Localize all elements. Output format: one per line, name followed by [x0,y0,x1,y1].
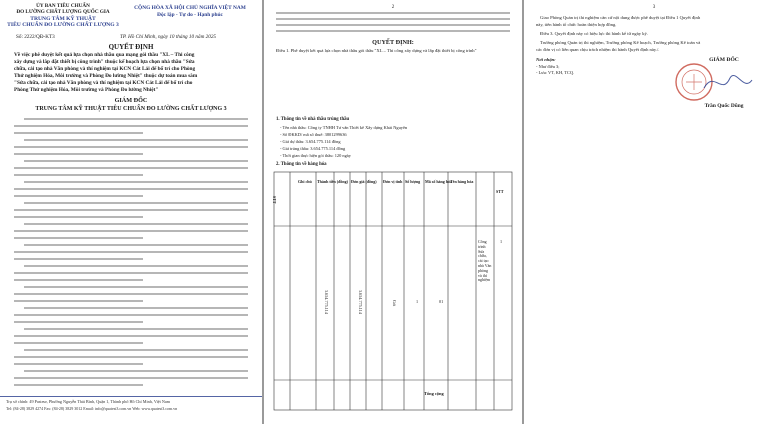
org-name: TRUNG TÂM KỸ THUẬT [30,16,96,22]
body-text-line [24,370,248,372]
footer-contact: Tel: (84-28) 3829 4274 Fax: (84-28) 3829 3012 Email: info@quatest3.com.vn Web: www.quatest3.com.vn [6,406,178,411]
body-text-line [14,216,143,218]
table-header-stt: STT [272,196,277,204]
body-text-line [24,286,248,288]
document-page-3 [524,0,784,424]
body-text-line [24,118,248,120]
body-text-line [24,181,248,183]
body-text-line [14,356,248,358]
paragraph-1-cont: này, tiến hành tổ chức hoàn thiện hợp đồng. [536,22,617,27]
body-text-line [14,342,143,344]
body-text-line [14,146,248,148]
table-cell-unit-price: 3.654.775.114 [358,290,363,314]
body-text-line [14,209,248,211]
subject-line-6: Phòng Thử nghiệm Hóa, Môi trường và Phòng Đo lường Nhiệt" [14,87,159,93]
director-org: TRUNG TÂM KỸ THUẬT TIÊU CHUẨN ĐO LƯỜNG CHẤT LƯỢNG 3 [35,106,227,112]
table-header: STT [496,189,504,194]
table-header: Đơn vị tính [383,179,403,184]
subject-line-5: "Sửa chữa, cải tạo nhà Văn phòng và thí nghiệm tại KCN Cát Lái để bố trí cho [14,80,193,86]
table-header: Tên hàng hóa [450,179,474,184]
document-type: QUYẾT ĐỊNH [108,43,154,51]
recipient-item: - Như điều 3; [536,64,560,69]
table-cell-amount: 3.654.775.114 [324,290,329,314]
duration: - Thời gian thực hiện gói thầu: 120 ngày [280,153,351,158]
page-number: 2 [391,5,395,10]
page-number: 3 [652,5,656,10]
body-text-line [14,363,143,365]
body-text-line [14,321,143,323]
recipients-label: Nơi nhận: [536,57,556,62]
national-motto: Độc lập - Tự do - Hạnh phúc [157,12,223,18]
section-2-heading: 2. Thông tin về hàng hóa [276,162,327,167]
body-text-line [24,160,248,162]
document-page-1 [0,0,262,424]
body-text-line [24,244,248,246]
recipient-item: - Lưu: VT, KH, TCQ. [536,70,575,75]
paragraph-3: Trưởng phòng Quản trị thi nghiệm, Trưởng phòng Kế hoạch, Trưởng phòng Kế toán và [540,40,701,45]
body-text-line [24,328,248,330]
body-text-line [14,279,143,281]
official-stamp-icon [524,0,784,424]
decision-heading: QUYẾT ĐỊNH: [372,39,414,46]
subject-line-4: Thử nghiệm Hóa, Môi trường và Phòng Đo lường Nhiệt" thuộc dự toán mua sắm [14,73,198,79]
table-header: Đơn giá (đồng) [351,179,377,184]
table-header: Ghi chú [298,179,312,184]
body-text-line [14,167,248,169]
republic-name: CỘNG HÒA XÃ HỘI CHỦ NGHĨA VIỆT NAM [134,5,246,11]
body-text-line [14,314,248,316]
table-total-label: Tổng cộng [424,391,444,396]
footer-address: Trụ sở chính: 49 Pasteur, Phường Nguyễn Thái Bình, Quận 1, Thành phố Hồ Chí Minh, Việt Nam [6,399,170,404]
body-text-line [14,251,248,253]
tax-code: - Số ĐKKD/ mã số thuế: 3801299636 [280,132,347,137]
signer-name: Trần Quốc Dũng [704,103,744,109]
article-3: Điều 3. Quyết định này có hiệu lực thi hành kể từ ngày ký. [540,31,648,36]
paragraph-3-cont: các đơn vị có liên quan chịu trách nhiệm thi hành Quyết định này./. [536,47,660,52]
document-number: Số: 2222/QĐ-KT3 [16,34,55,40]
section-1-heading: 1. Thông tin về nhà thầu trúng thầu [276,117,350,122]
subject-line-3: chữa, cải tạo nhà Văn phòng và thí nghiệm tại KCN Cát Lái để bố trí cho Phòng [14,66,196,72]
table-cell-unit: Gói [392,300,397,307]
body-text-line [14,195,143,197]
subject-line-2: xây dựng và lắp đặt thiết bị công trình" thuộc kế hoạch lựa chọn nhà thầu "Sửa [14,59,195,65]
body-text-line [14,335,248,337]
contract-price: - Giá trúng thầu: 3.654.775.114 đồng [280,146,346,151]
table-cell-item: Công trình Sửa chữa, cải tạo nhà Văn phòng và thí nghiệm [478,239,492,283]
table-cell-code: 01 [439,299,444,304]
body-text-line [24,223,248,225]
body-text-line [14,258,143,260]
body-text-line [14,293,248,295]
goods-table [264,0,522,424]
body-text-line [14,300,143,302]
table-header: Thành tiền (đồng) [317,179,348,184]
body-text-line [14,174,143,176]
table-cell-qty: 1 [416,299,419,304]
body-text-line [14,153,143,155]
body-text-line [24,265,248,267]
org-name-2: TIÊU CHUẨN ĐO LƯỜNG CHẤT LƯỢNG 3 [7,22,119,28]
body-text-line [14,132,143,134]
article-1-heading: Điều 1. Phê duyệt kết quả lựa chọn nhà thầu gói thầu "XL – Thi công xây dựng và lắp đặt thiết bị công trình" [276,48,477,53]
body-text-line [14,125,248,127]
body-text-line [24,202,248,204]
body-text-line [14,384,143,386]
signer-title: GIÁM ĐỐC [709,57,739,63]
org-parent: ỦY BAN TIÊU CHUẨN [36,3,90,9]
body-text-line [24,307,248,309]
body-text-line [14,237,143,239]
document-page-2 [264,0,522,424]
table-cell-stt: 1 [500,239,503,244]
body-text-line [14,272,248,274]
body-text-line [14,188,248,190]
body-text-line [14,230,248,232]
body-text-line [24,349,248,351]
table-header: Mã số hàng hóa [425,179,453,184]
bid-price: - Giá dự thầu: 3.654.775.114 đồng [280,139,341,144]
contractor-name: - Tên nhà thầu: Công ty TNHH Tư vấn Thiết kế Xây dựng Khải Nguyên [280,125,408,130]
director-title: GIÁM ĐỐC [114,97,148,104]
footer-divider [0,396,262,397]
subject-line-1: Về việc phê duyệt kết quả lựa chọn nhà thầu qua mạng gói thầu "XL – Thi công [14,52,195,58]
place-and-date: TP. Hồ Chí Minh, ngày 10 tháng 10 năm 2025 [120,34,217,40]
body-text-line [14,377,248,379]
body-text-line [24,139,248,141]
paragraph-1: Giao Phòng Quản trị thi nghiệm căn cứ nội dung được phê duyệt tại Điều 1 Quyết định [540,15,701,20]
org-parent-2: ĐO LƯỜNG CHẤT LƯỢNG QUỐC GIA [16,9,110,15]
table-header: Số lượng [405,179,421,184]
